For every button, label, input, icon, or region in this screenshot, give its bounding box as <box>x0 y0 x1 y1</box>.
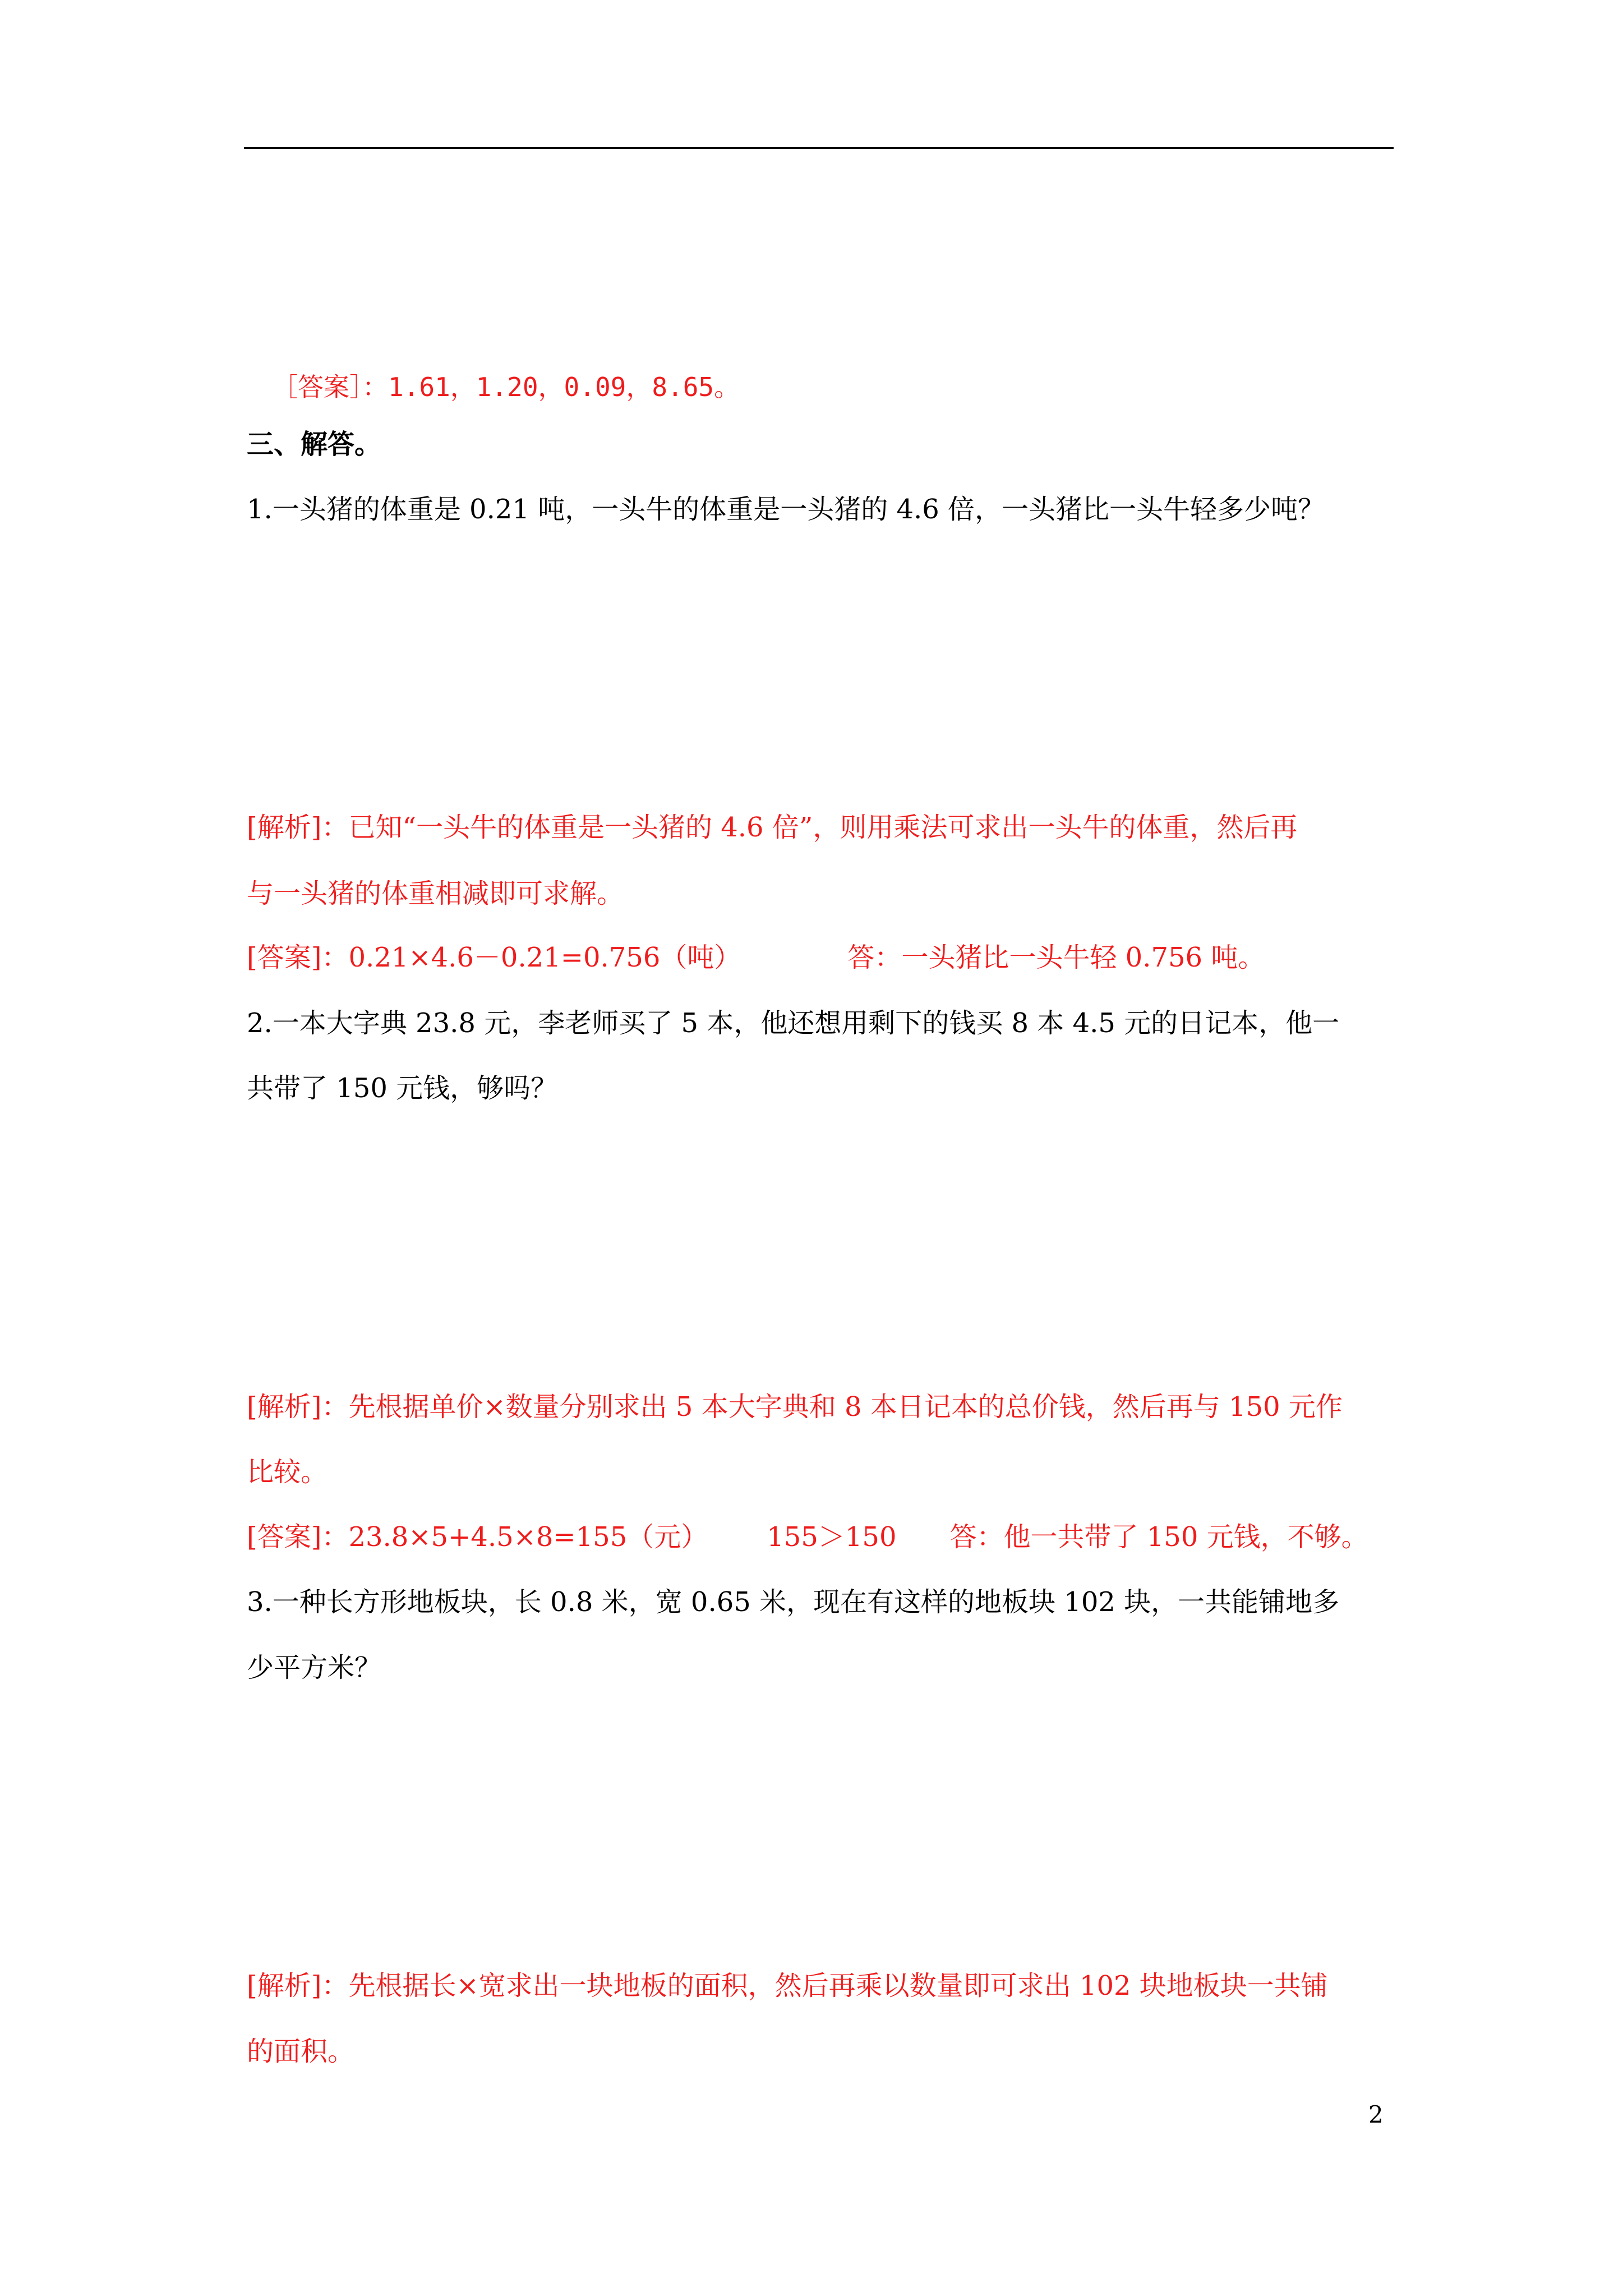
question-1-text: 1.一头猪的体重是 0.21 吨，一头牛的体重是一头猪的 4.6 倍，一头猪比一头牛轻多少吨？ <box>247 494 1325 525</box>
question-2-answer <box>247 1520 1396 1554</box>
question-2-text-line-1: 2.一本大字典 23.8 元，李老师买了 5 本，他还想用剩下的钱买 8 本 4.5 元的日记本，他一 <box>247 1007 1340 1039</box>
question-2-answer-compare: 155＞150 <box>767 1521 897 1553</box>
page-number: 2 <box>1368 2101 1384 2128</box>
question-1-answer-calc: [答案]：0.21×4.6－0.21=0.756（吨） <box>247 942 741 973</box>
question-2-text-line-2: 共带了 150 元钱，够吗？ <box>247 1073 558 1104</box>
question-3-text-line-2: 少平方米？ <box>247 1652 382 1683</box>
question-2-analysis-line-2: 比较。 <box>247 1456 328 1488</box>
question-1-answer-reply: 答：一头猪比一头牛轻 0.756 吨。 <box>847 942 1265 973</box>
previous-answer: ［答案］：1.61，1.20，0.09，8.65。 <box>272 372 740 402</box>
question-1-answer <box>247 941 1396 974</box>
question-1-analysis-line-2: 与一头猪的体重相减即可求解。 <box>247 878 624 909</box>
section-title: 三、解答。 <box>247 429 382 460</box>
question-3-analysis-line-1: [解析]：先根据长×宽求出一块地板的面积，然后再乘以数量即可求出 102 块地板块一共铺 <box>247 1970 1328 2001</box>
question-2-answer-calc: [答案]：23.8×5+4.5×8=155（元） <box>247 1521 708 1553</box>
question-1-analysis-line-1: [解析]：已知“一头牛的体重是一头猪的 4.6 倍”，则用乘法可求出一头牛的体重，然后再 <box>247 812 1298 843</box>
question-2-answer-reply: 答：他一共带了 150 元钱，不够。 <box>949 1521 1368 1553</box>
header-rule <box>244 147 1394 149</box>
question-3-text-line-1: 3.一种长方形地板块，长 0.8 米，宽 0.65 米，现在有这样的地板块 102 块，一共能铺地多 <box>247 1586 1340 1618</box>
question-3-analysis-line-2: 的面积。 <box>247 2036 355 2067</box>
question-2-analysis-line-1: [解析]：先根据单价×数量分别求出 5 本大字典和 8 本日记本的总价钱，然后再与 150 元作 <box>247 1391 1343 1423</box>
